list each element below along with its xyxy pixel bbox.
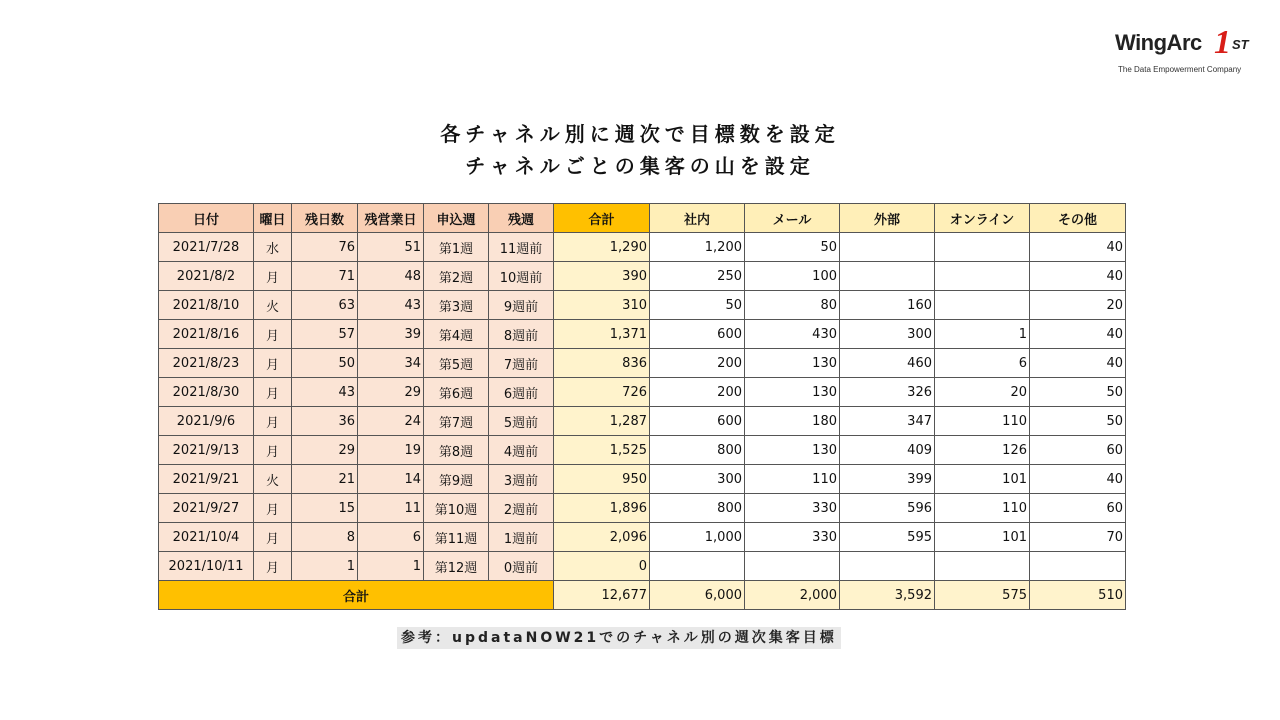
table-cell <box>935 233 1030 262</box>
table-cell: 200 <box>650 349 745 378</box>
table-row <box>159 262 1126 291</box>
table-cell: 1,290 <box>554 233 650 262</box>
table-cell: 48 <box>358 262 424 291</box>
table-cell: 29 <box>292 436 358 465</box>
table-cell: 4週前 <box>489 436 554 465</box>
table-cell: 180 <box>745 407 840 436</box>
table-cell <box>935 552 1030 581</box>
table-cell: 60 <box>1030 436 1126 465</box>
table-cell: 14 <box>358 465 424 494</box>
table-cell: 2021/10/4 <box>159 523 254 552</box>
table-cell <box>840 233 935 262</box>
table-cell: 1 <box>292 552 358 581</box>
table-row <box>159 436 1126 465</box>
table-cell: 51 <box>358 233 424 262</box>
table-cell: 2021/9/21 <box>159 465 254 494</box>
table-cell: 火 <box>254 465 292 494</box>
col-header: 残週 <box>489 204 554 233</box>
table-cell <box>935 291 1030 320</box>
table-cell: 2021/7/28 <box>159 233 254 262</box>
col-header: 日付 <box>159 204 254 233</box>
table-row <box>159 233 1126 262</box>
table-cell: 第11週 <box>424 523 489 552</box>
table-cell: 月 <box>254 494 292 523</box>
table-cell: 20 <box>1030 291 1126 320</box>
table-cell: 330 <box>745 494 840 523</box>
table-cell: 第2週 <box>424 262 489 291</box>
weekly-target-table <box>158 203 1126 610</box>
table-cell: 月 <box>254 552 292 581</box>
table-header-row <box>159 204 1126 233</box>
table-cell: 726 <box>554 378 650 407</box>
table-cell: 310 <box>554 291 650 320</box>
table-cell: 2021/8/2 <box>159 262 254 291</box>
table-row <box>159 523 1126 552</box>
table-cell: 1 <box>935 320 1030 349</box>
table-cell: 34 <box>358 349 424 378</box>
table-cell: 8週前 <box>489 320 554 349</box>
table-cell: 1,525 <box>554 436 650 465</box>
table-cell: 40 <box>1030 262 1126 291</box>
total-label: 合計 <box>159 581 554 610</box>
table-cell: 836 <box>554 349 650 378</box>
table-row <box>159 465 1126 494</box>
col-header: オンライン <box>935 204 1030 233</box>
table-cell: 40 <box>1030 465 1126 494</box>
col-header: 残日数 <box>292 204 358 233</box>
table-cell: 月 <box>254 407 292 436</box>
table-row <box>159 378 1126 407</box>
table-cell: 101 <box>935 465 1030 494</box>
col-header: 合計 <box>554 204 650 233</box>
table-cell: 200 <box>650 378 745 407</box>
table-cell: 5週前 <box>489 407 554 436</box>
table-cell: 100 <box>745 262 840 291</box>
table-row <box>159 320 1126 349</box>
table-cell: 40 <box>1030 233 1126 262</box>
logo-tagline: The Data Empowerment Company <box>1118 65 1242 74</box>
table-cell: 160 <box>840 291 935 320</box>
table-cell: 36 <box>292 407 358 436</box>
table-cell: 60 <box>1030 494 1126 523</box>
table-cell: 80 <box>745 291 840 320</box>
col-header: 申込週 <box>424 204 489 233</box>
table-cell: 800 <box>650 436 745 465</box>
slide-title-line2: チャネルごとの集客の山を設定 <box>465 154 815 178</box>
table-cell: 390 <box>554 262 650 291</box>
table-cell: 50 <box>650 291 745 320</box>
table-cell: 63 <box>292 291 358 320</box>
table-cell: 399 <box>840 465 935 494</box>
table-cell <box>745 552 840 581</box>
table-cell: 21 <box>292 465 358 494</box>
table-cell: 40 <box>1030 349 1126 378</box>
table-cell: 126 <box>935 436 1030 465</box>
table-cell: 2021/8/23 <box>159 349 254 378</box>
table-cell: 月 <box>254 523 292 552</box>
table-cell <box>840 262 935 291</box>
table-cell: 0 <box>554 552 650 581</box>
table-cell: 月 <box>254 320 292 349</box>
table-row <box>159 291 1126 320</box>
total-cell: 3,592 <box>840 581 935 610</box>
table-cell <box>840 552 935 581</box>
table-cell: 430 <box>745 320 840 349</box>
table-cell: 800 <box>650 494 745 523</box>
table-cell: 1,287 <box>554 407 650 436</box>
col-header: 残営業日 <box>358 204 424 233</box>
table-cell: 24 <box>358 407 424 436</box>
table-cell: 6週前 <box>489 378 554 407</box>
table-cell: 水 <box>254 233 292 262</box>
col-header: その他 <box>1030 204 1126 233</box>
total-cell: 6,000 <box>650 581 745 610</box>
table-cell: 1,200 <box>650 233 745 262</box>
table-cell: 2021/8/16 <box>159 320 254 349</box>
table-cell: 6 <box>358 523 424 552</box>
table-cell: 10週前 <box>489 262 554 291</box>
table-cell: 19 <box>358 436 424 465</box>
table-cell: 第12週 <box>424 552 489 581</box>
table-cell <box>650 552 745 581</box>
table-cell: 第10週 <box>424 494 489 523</box>
table-cell: 6 <box>935 349 1030 378</box>
col-header: 外部 <box>840 204 935 233</box>
reference-caption: 参考：updataNOW21でのチャネル別の週次集客目標 <box>397 627 841 649</box>
table-cell: 11 <box>358 494 424 523</box>
logo-number: 1 <box>1214 24 1231 61</box>
total-cell: 12,677 <box>554 581 650 610</box>
table-cell: 2,096 <box>554 523 650 552</box>
table-cell: 8 <box>292 523 358 552</box>
table-cell: 第8週 <box>424 436 489 465</box>
table-cell: 1週前 <box>489 523 554 552</box>
table-cell: 7週前 <box>489 349 554 378</box>
table-cell: 2021/8/10 <box>159 291 254 320</box>
table-cell: 3週前 <box>489 465 554 494</box>
logo-suffix: ST <box>1232 37 1249 52</box>
table-row <box>159 494 1126 523</box>
table-cell: 70 <box>1030 523 1126 552</box>
table-cell: 326 <box>840 378 935 407</box>
table-row <box>159 407 1126 436</box>
table-cell: 第4週 <box>424 320 489 349</box>
table-cell: 950 <box>554 465 650 494</box>
table-cell: 2021/9/27 <box>159 494 254 523</box>
table-cell: 76 <box>292 233 358 262</box>
table-cell: 460 <box>840 349 935 378</box>
table-cell: 月 <box>254 378 292 407</box>
table-cell: 110 <box>745 465 840 494</box>
table-cell: 29 <box>358 378 424 407</box>
table-cell: 2021/9/13 <box>159 436 254 465</box>
company-logo <box>1112 26 1252 76</box>
table-cell: 50 <box>1030 378 1126 407</box>
table-cell: 40 <box>1030 320 1126 349</box>
total-row <box>159 581 1126 610</box>
table-cell: 第3週 <box>424 291 489 320</box>
total-cell: 510 <box>1030 581 1126 610</box>
table-cell: 330 <box>745 523 840 552</box>
table-cell: 20 <box>935 378 1030 407</box>
table-cell: 347 <box>840 407 935 436</box>
table-cell: 39 <box>358 320 424 349</box>
table-cell: 130 <box>745 349 840 378</box>
table-cell: 130 <box>745 436 840 465</box>
table-cell: 300 <box>650 465 745 494</box>
table-cell: 月 <box>254 436 292 465</box>
table-cell: 1,896 <box>554 494 650 523</box>
table-cell: 250 <box>650 262 745 291</box>
table-cell: 57 <box>292 320 358 349</box>
table-cell: 第5週 <box>424 349 489 378</box>
table-cell: 600 <box>650 407 745 436</box>
table-cell: 409 <box>840 436 935 465</box>
table-cell: 15 <box>292 494 358 523</box>
table-cell: 600 <box>650 320 745 349</box>
table-cell: 110 <box>935 407 1030 436</box>
table-cell: 第7週 <box>424 407 489 436</box>
table-cell: 月 <box>254 349 292 378</box>
table-row <box>159 552 1126 581</box>
table-cell: 50 <box>1030 407 1126 436</box>
table-cell: 101 <box>935 523 1030 552</box>
table-cell <box>1030 552 1126 581</box>
table-cell: 2021/9/6 <box>159 407 254 436</box>
table-cell: 2週前 <box>489 494 554 523</box>
table-cell <box>935 262 1030 291</box>
table-cell: 火 <box>254 291 292 320</box>
table-cell: 43 <box>292 378 358 407</box>
table-cell: 0週前 <box>489 552 554 581</box>
slide-title-line1: 各チャネル別に週次で目標数を設定 <box>440 122 840 146</box>
table-cell: 110 <box>935 494 1030 523</box>
table-cell: 2021/8/30 <box>159 378 254 407</box>
table-cell: 第9週 <box>424 465 489 494</box>
table-cell: 596 <box>840 494 935 523</box>
table-cell: 1,000 <box>650 523 745 552</box>
logo-wordmark: WingArc <box>1115 30 1202 55</box>
table-cell: 595 <box>840 523 935 552</box>
table-cell: 9週前 <box>489 291 554 320</box>
table-row <box>159 349 1126 378</box>
table-cell: 第1週 <box>424 233 489 262</box>
table-cell: 43 <box>358 291 424 320</box>
table-cell: 130 <box>745 378 840 407</box>
total-cell: 2,000 <box>745 581 840 610</box>
table-cell: 1 <box>358 552 424 581</box>
table-cell: 1,371 <box>554 320 650 349</box>
table-cell: 71 <box>292 262 358 291</box>
col-header: 曜日 <box>254 204 292 233</box>
table-cell: 300 <box>840 320 935 349</box>
table-cell: 2021/10/11 <box>159 552 254 581</box>
table-cell: 第6週 <box>424 378 489 407</box>
table-cell: 50 <box>292 349 358 378</box>
total-cell: 575 <box>935 581 1030 610</box>
table-cell: 月 <box>254 262 292 291</box>
col-header: 社内 <box>650 204 745 233</box>
table-cell: 50 <box>745 233 840 262</box>
table-cell: 11週前 <box>489 233 554 262</box>
col-header: メール <box>745 204 840 233</box>
